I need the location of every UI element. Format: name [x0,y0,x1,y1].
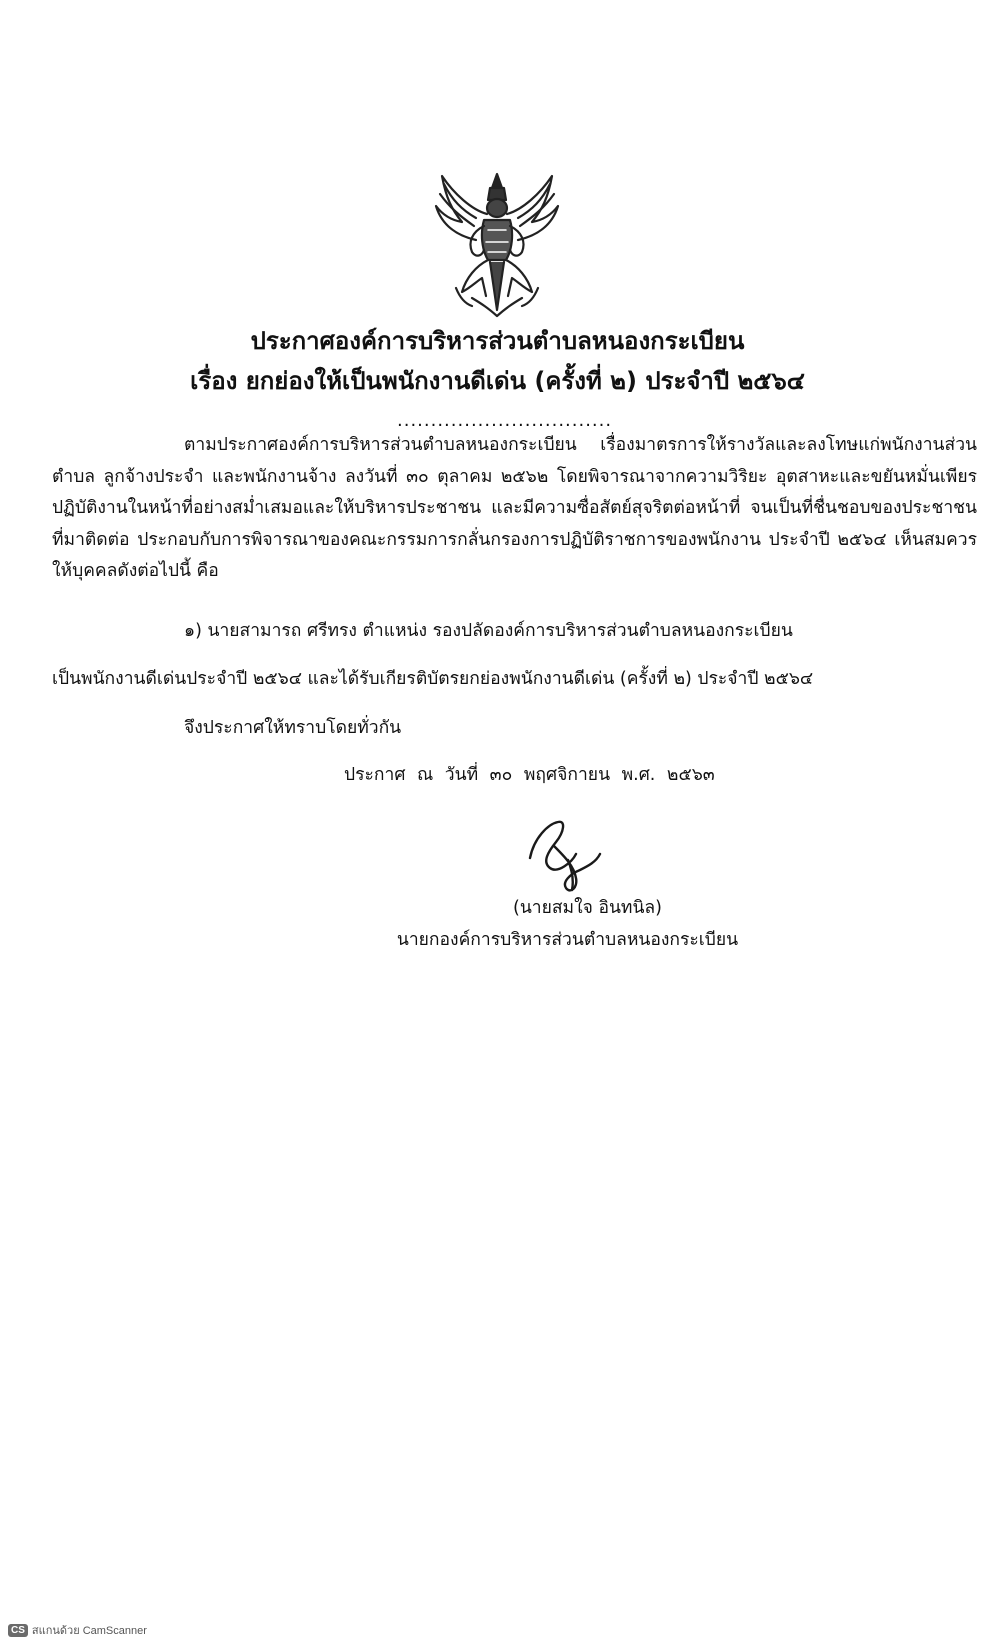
camscanner-text: สแกนด้วย CamScanner [31,1625,147,1637]
announcement-date: ประกาศ ณ วันที่ ๓๐ พฤศจิกายน พ.ศ. ๒๕๖๓ [344,765,715,785]
award-description: เป็นพนักงานดีเด่นประจำปี ๒๕๖๔ และได้รับเกียรติบัตรยกย่องพนักงานดีเด่น (ครั้งที่ ๒) ประจำปี ๒๕๖๔ [52,669,814,689]
title-separator: ................................ [397,410,613,431]
handwritten-signature [524,818,604,898]
body-paragraph: ตามประกาศองค์การบริหารส่วนตำบลหนองกระเบียน เรื่องมาตรการให้รางวัลและลงโทษแก่พนักงานส่วนตำบล ลูกจ้างประจำ และพนักงานจ้าง ลงวันที่ ๓๐ ตุลาคม ๒๕๖๒ โดยพิจารณาจากความวิริยะ อุตสาหะและขยันหมั่นเพียรปฏิบัติงานในหน้าที่อย่างสม่ำเสมอและให้บริหารประชาชน และมีความซื่อสัตย์สุจริตต่อหน้าที่ จนเป็นที่ชื่นชอบของประชาชนที่มาติดต่อ ประกอบกับการพิจารณาของคณะกรรมการกลั่นกรองการปฏิบัติราชการของพนักงาน ประจำปี ๒๕๖๔ เห็นสมควรให้บุคคลดังต่อไปนี้ คือ [52,435,977,581]
awardee-item: ๑) นายสามารถ ศรีทรง ตำแหน่ง รองปลัดองค์การบริหารส่วนตำบลหนองกระเบียน [184,621,793,641]
garuda-emblem-icon [432,170,562,320]
closing-statement: จึงประกาศให้ทราบโดยทั่วกัน [184,718,402,738]
camscanner-watermark [8,1621,147,1639]
signatory-name: (นายสมใจ อินทนิล) [513,898,662,918]
signatory-position: นายกองค์การบริหารส่วนตำบลหนองกระเบียน [396,930,739,950]
announcement-subject: เรื่อง ยกย่องให้เป็นพนักงานดีเด่น (ครั้งที่ ๒) ประจำปี ๒๕๖๔ [190,367,805,395]
camscanner-logo-icon: CS [8,1624,28,1637]
announcement-title: ประกาศองค์การบริหารส่วนตำบลหนองกระเบียน [250,327,745,355]
